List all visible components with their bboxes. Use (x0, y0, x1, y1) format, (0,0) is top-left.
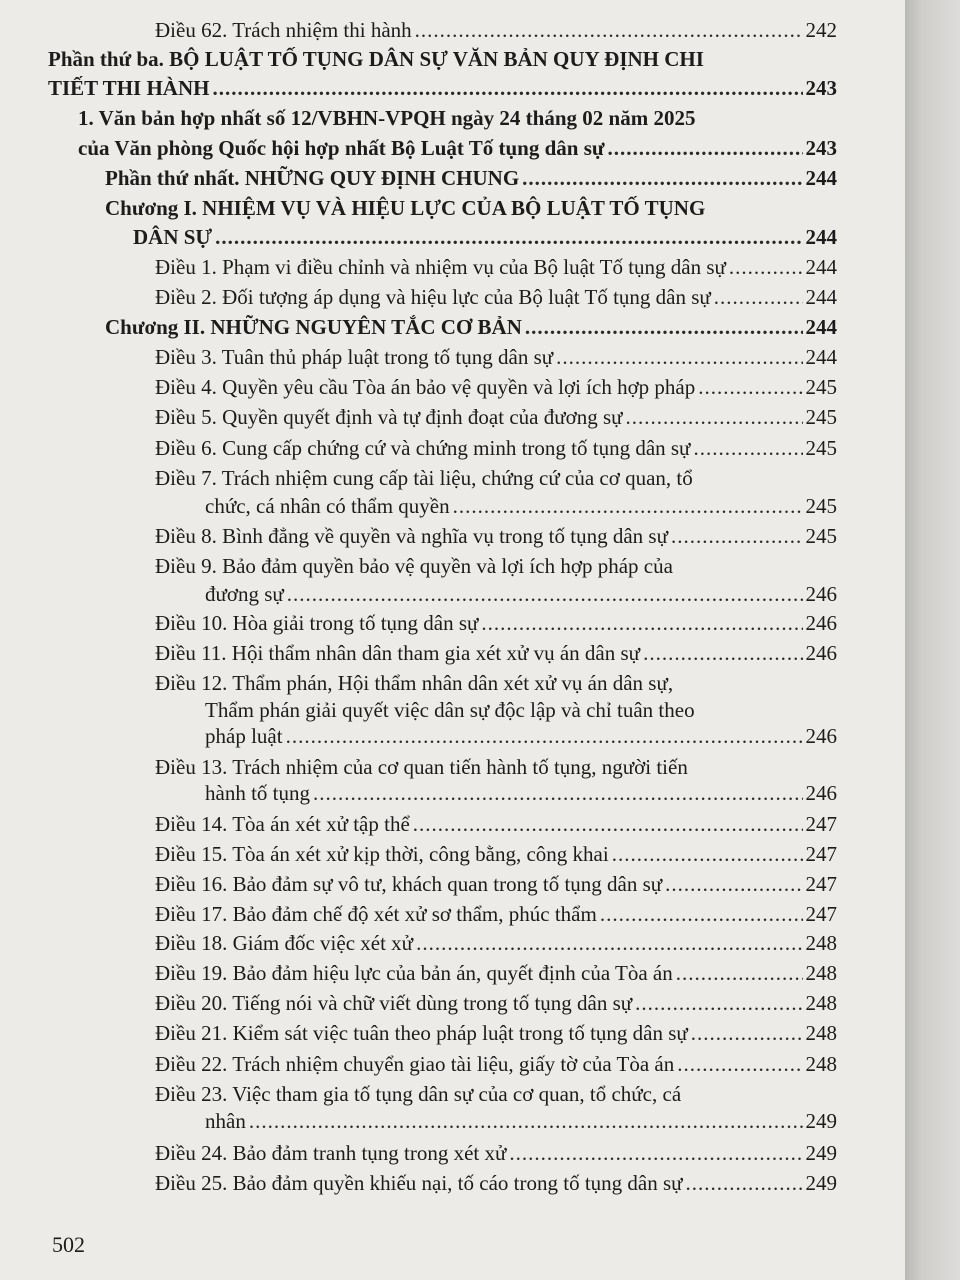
toc-entry (155, 16, 837, 45)
toc-entry-page: 247 (805, 842, 837, 866)
toc-entry-page: 246 (805, 724, 837, 748)
toc-entry-title: Điều 12. Thẩm phán, Hội thẩm nhân dân xét xử vụ án dân sự, (155, 671, 674, 695)
toc-entry (155, 373, 837, 402)
toc-entry-page: 249 (805, 1171, 837, 1195)
toc-entry-page: 245 (805, 405, 837, 429)
toc-entry (155, 840, 837, 869)
toc-entry-title: Điều 15. Tòa án xét xử kịp thời, công bằng, công khai (155, 842, 609, 866)
toc-entry-title: Phần thứ nhất. NHỮNG QUY ĐỊNH CHUNG (105, 166, 520, 190)
toc-entry-title-cont: TIẾT THI HÀNH (48, 76, 210, 100)
toc-entry-page: 245 (805, 494, 837, 518)
toc-entry-title: Điều 20. Tiếng nói và chữ viết dùng trong tố tụng dân sự (155, 991, 633, 1015)
toc-entry-title: Điều 22. Trách nhiệm chuyển giao tài liệu, giấy tờ của Tòa án (155, 1052, 675, 1076)
toc-entry-page: 247 (805, 872, 837, 896)
toc-entry-page: 242 (805, 18, 837, 42)
toc-entry-title: Điều 1. Phạm vi điều chỉnh và nhiệm vụ của Bộ luật Tố tụng dân sự (155, 255, 726, 279)
toc-entry-page: 243 (805, 136, 837, 160)
toc-entry (155, 434, 837, 463)
toc-entry-page: 247 (805, 812, 837, 836)
toc-entry-page: 245 (805, 375, 837, 399)
toc-entry-page: 248 (805, 991, 837, 1015)
toc-entry-title: Điều 11. Hội thẩm nhân dân tham gia xét xử vụ án dân sự (155, 641, 641, 665)
toc-entry (155, 900, 837, 929)
toc-entry-page: 246 (805, 611, 837, 635)
toc-entry (205, 779, 837, 808)
toc-entry-title: Điều 17. Bảo đảm chế độ xét xử sơ thẩm, phúc thẩm (155, 902, 597, 926)
toc-entry-title: Điều 8. Bình đẳng về quyền và nghĩa vụ trong tố tụng dân sự (155, 524, 668, 548)
toc-entry (48, 74, 837, 103)
toc-entry (205, 580, 837, 609)
toc-entry-title: Điều 4. Quyền yêu cầu Tòa án bảo vệ quyền và lợi ích hợp pháp (155, 375, 696, 399)
toc-entry (155, 929, 837, 958)
toc-entry-title: Phần thứ ba. BỘ LUẬT TỐ TỤNG DÂN SỰ VĂN BẢN QUY ĐỊNH CHI (48, 47, 704, 71)
toc-entry-title-cont: chức, cá nhân có thẩm quyền (205, 494, 450, 518)
toc-entry (205, 492, 837, 521)
toc-entry-title: Điều 10. Hòa giải trong tố tụng dân sự (155, 611, 479, 635)
toc-entry-title: Điều 3. Tuân thủ pháp luật trong tố tụng dân sự (155, 345, 554, 369)
toc-entry-title-cont: DÂN SỰ (133, 225, 213, 249)
toc-entry-title: Điều 14. Tòa án xét xử tập thể (155, 812, 410, 836)
toc-entry-title: Điều 13. Trách nhiệm của cơ quan tiến hành tố tụng, người tiến (155, 755, 688, 779)
toc-entry-page: 244 (805, 166, 837, 190)
toc-entry-page: 248 (805, 961, 837, 985)
toc-entry-title: Điều 18. Giám đốc việc xét xử (155, 931, 414, 955)
toc-entry (155, 1169, 837, 1198)
toc-entry-page: 248 (805, 1052, 837, 1076)
toc-entry-title-cont: Thẩm phán giải quyết việc dân sự độc lập và chỉ tuân theo (205, 698, 695, 722)
toc-entry (155, 609, 837, 638)
toc-entry (205, 1107, 837, 1136)
toc-entry-title-cont: hành tố tụng (205, 781, 310, 805)
toc-entry-title-cont: nhân (205, 1109, 246, 1133)
toc-entry-page: 246 (805, 781, 837, 805)
toc-entry (155, 639, 837, 668)
toc-entry-title: Điều 25. Bảo đảm quyền khiếu nại, tố cáo trong tố tụng dân sự (155, 1171, 683, 1195)
toc-entry-title-cont: đương sự (205, 582, 284, 606)
toc-entry-page: 247 (805, 902, 837, 926)
page-edge-shadow (905, 0, 960, 1280)
toc-entry-page: 246 (805, 641, 837, 665)
toc-entry-page: 245 (805, 436, 837, 460)
toc-entry-title: Điều 9. Bảo đảm quyền bảo vệ quyền và lợi ích hợp pháp của (155, 554, 673, 578)
toc-entry (155, 1050, 837, 1079)
toc-entry-title: Điều 24. Bảo đảm tranh tụng trong xét xử (155, 1141, 507, 1165)
toc-entry-title: Điều 2. Đối tượng áp dụng và hiệu lực của Bộ luật Tố tụng dân sự (155, 285, 711, 309)
toc-entry-page: 244 (805, 345, 837, 369)
toc-entry-page: 244 (805, 285, 837, 309)
toc-entry (78, 134, 837, 163)
toc-entry-title: Điều 5. Quyền quyết định và tự định đoạt của đương sự (155, 405, 623, 429)
toc-entry-page: 244 (805, 255, 837, 279)
page-number: 502 (52, 1232, 85, 1257)
toc-entry-title: Chương II. NHỮNG NGUYÊN TẮC CƠ BẢN (105, 315, 522, 339)
toc-entry-page: 249 (805, 1109, 837, 1133)
toc-entry-title: Điều 7. Trách nhiệm cung cấp tài liệu, chứng cứ của cơ quan, tổ (155, 466, 693, 490)
toc-entry (155, 522, 837, 551)
toc-entry-page: 248 (805, 1021, 837, 1045)
toc-entry (105, 313, 837, 342)
toc-entry (155, 253, 837, 282)
toc-entry-page: 243 (805, 76, 837, 100)
toc-entry-page: 245 (805, 524, 837, 548)
toc-entry (155, 959, 837, 988)
toc-entry-title: Điều 62. Trách nhiệm thi hành (155, 18, 412, 42)
toc-entry (105, 164, 837, 193)
toc-entry (205, 722, 837, 751)
toc-entry-title-cont: pháp luật (205, 724, 283, 748)
toc-entry (155, 343, 837, 372)
toc-entry-title: Chương I. NHIỆM VỤ VÀ HIỆU LỰC CỦA BỘ LUẬT TỐ TỤNG (105, 196, 706, 220)
toc-entry-title: Điều 16. Bảo đảm sự vô tư, khách quan trong tố tụng dân sự (155, 872, 663, 896)
toc-entry (155, 1019, 837, 1048)
toc-entry-title: Điều 6. Cung cấp chứng cứ và chứng minh trong tố tụng dân sự (155, 436, 691, 460)
toc-entry (155, 810, 837, 839)
toc-entry (155, 989, 837, 1018)
toc-entry (155, 1139, 837, 1168)
toc-entry-page: 248 (805, 931, 837, 955)
toc-entry-title: Điều 19. Bảo đảm hiệu lực của bản án, quyết định của Tòa án (155, 961, 673, 985)
toc-entry-title-cont: của Văn phòng Quốc hội hợp nhất Bộ Luật Tố tụng dân sự (78, 136, 605, 160)
toc-entry-page: 249 (805, 1141, 837, 1165)
toc-entry (133, 223, 837, 252)
toc-entry-title: Điều 21. Kiểm sát việc tuân theo pháp luật trong tố tụng dân sự (155, 1021, 688, 1045)
toc-entry (155, 283, 837, 312)
toc-entry-page: 244 (805, 225, 837, 249)
toc-entry-page: 244 (805, 315, 837, 339)
toc-entry-title: 1. Văn bản hợp nhất số 12/VBHN-VPQH ngày 24 tháng 02 năm 2025 (78, 106, 696, 130)
toc-entry-title: Điều 23. Việc tham gia tố tụng dân sự của cơ quan, tổ chức, cá (155, 1082, 682, 1106)
toc-entry (155, 870, 837, 899)
toc-entry (155, 403, 837, 432)
toc-entry-page: 246 (805, 582, 837, 606)
